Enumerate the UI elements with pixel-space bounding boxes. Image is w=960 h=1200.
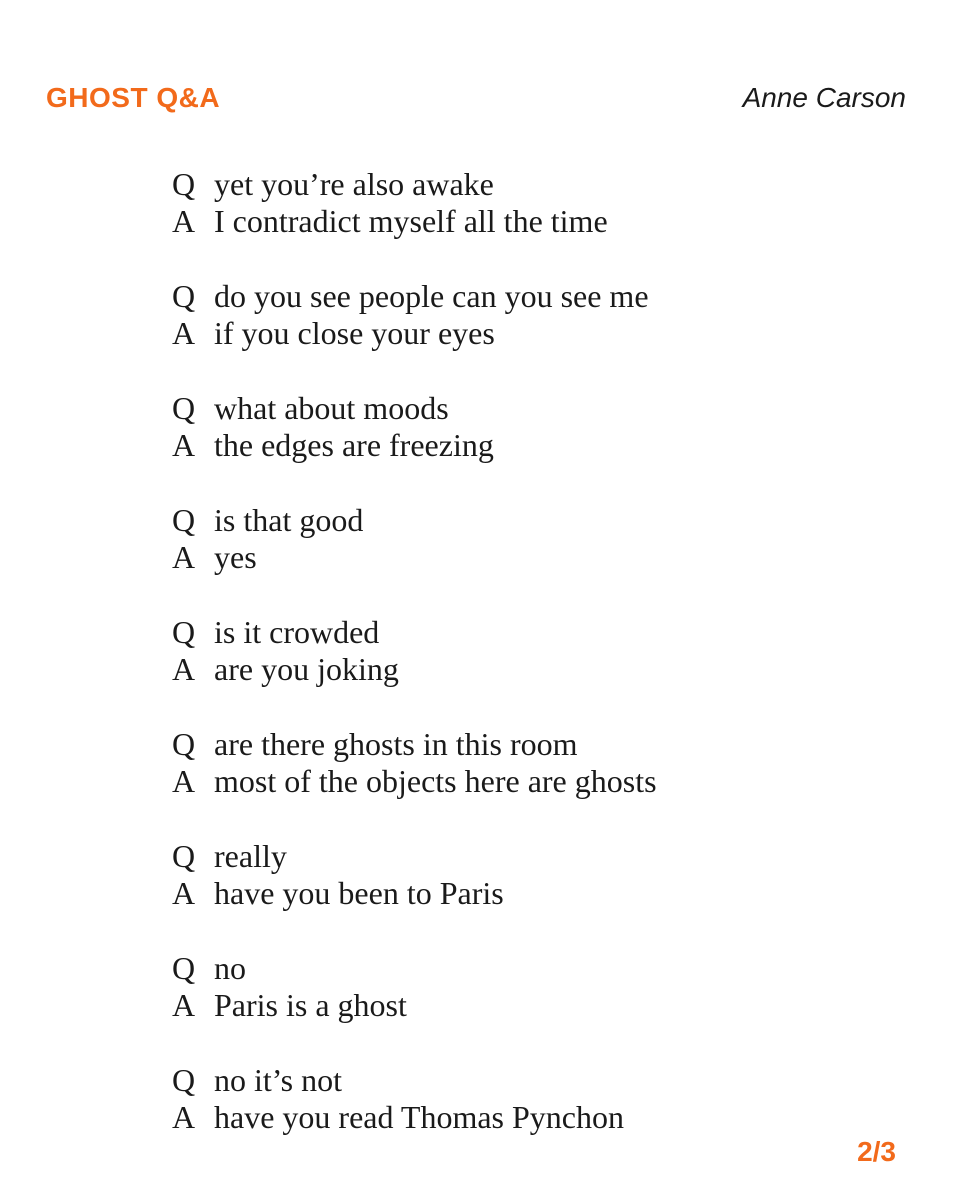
question-text: do you see people can you see me	[214, 278, 649, 314]
answer-line	[172, 875, 912, 912]
q-marker: Q	[172, 726, 196, 762]
question-text: is it crowded	[214, 614, 380, 650]
answer-text: have you been to Paris	[214, 875, 504, 911]
q-marker: Q	[172, 950, 196, 986]
poem-body	[172, 166, 912, 1174]
answer-line	[172, 315, 912, 352]
question-text: no it’s not	[214, 1062, 343, 1098]
q-marker: Q	[172, 166, 196, 202]
answer-text: yes	[214, 539, 257, 575]
stanza	[172, 614, 912, 726]
q-marker: Q	[172, 502, 196, 538]
a-marker: A	[172, 763, 196, 799]
question-text: is that good	[214, 502, 364, 538]
q-marker: Q	[172, 390, 196, 426]
stanza	[172, 726, 912, 838]
question-text: no	[214, 950, 246, 986]
question-line	[172, 278, 912, 315]
question-line	[172, 502, 912, 539]
poem-title: GHOST Q&A	[46, 82, 221, 113]
stanza	[172, 1062, 912, 1174]
answer-text: if you close your eyes	[214, 315, 495, 351]
stanza	[172, 502, 912, 614]
answer-text: the edges are freezing	[214, 427, 494, 463]
stanza	[172, 950, 912, 1062]
answer-line	[172, 1099, 912, 1136]
answer-text: have you read Thomas Pynchon	[214, 1099, 624, 1135]
stanza	[172, 838, 912, 950]
a-marker: A	[172, 427, 196, 463]
question-line	[172, 166, 912, 203]
question-line	[172, 950, 912, 987]
a-marker: A	[172, 651, 196, 687]
stanza	[172, 390, 912, 502]
answer-text: I contradict myself all the time	[214, 203, 608, 239]
answer-text: Paris is a ghost	[214, 987, 407, 1023]
a-marker: A	[172, 987, 196, 1023]
page-number: 2/3	[857, 1136, 896, 1167]
q-marker: Q	[172, 838, 196, 874]
answer-line	[172, 987, 912, 1024]
answer-line	[172, 763, 912, 800]
question-line	[172, 838, 912, 875]
question-line	[172, 1062, 912, 1099]
answer-text: most of the objects here are ghosts	[214, 763, 657, 799]
poem-author: Anne Carson	[742, 82, 906, 113]
stanza	[172, 278, 912, 390]
answer-text: are you joking	[214, 651, 399, 687]
answer-line	[172, 427, 912, 464]
stanza	[172, 166, 912, 278]
a-marker: A	[172, 539, 196, 575]
a-marker: A	[172, 315, 196, 351]
answer-line	[172, 651, 912, 688]
question-line	[172, 390, 912, 427]
question-line	[172, 614, 912, 651]
q-marker: Q	[172, 614, 196, 650]
question-text: really	[214, 838, 287, 874]
question-line	[172, 726, 912, 763]
answer-line	[172, 539, 912, 576]
a-marker: A	[172, 1099, 196, 1135]
a-marker: A	[172, 203, 196, 239]
question-text: are there ghosts in this room	[214, 726, 578, 762]
q-marker: Q	[172, 1062, 196, 1098]
answer-line	[172, 203, 912, 240]
question-text: yet you’re also awake	[214, 166, 494, 202]
question-text: what about moods	[214, 390, 449, 426]
q-marker: Q	[172, 278, 196, 314]
a-marker: A	[172, 875, 196, 911]
